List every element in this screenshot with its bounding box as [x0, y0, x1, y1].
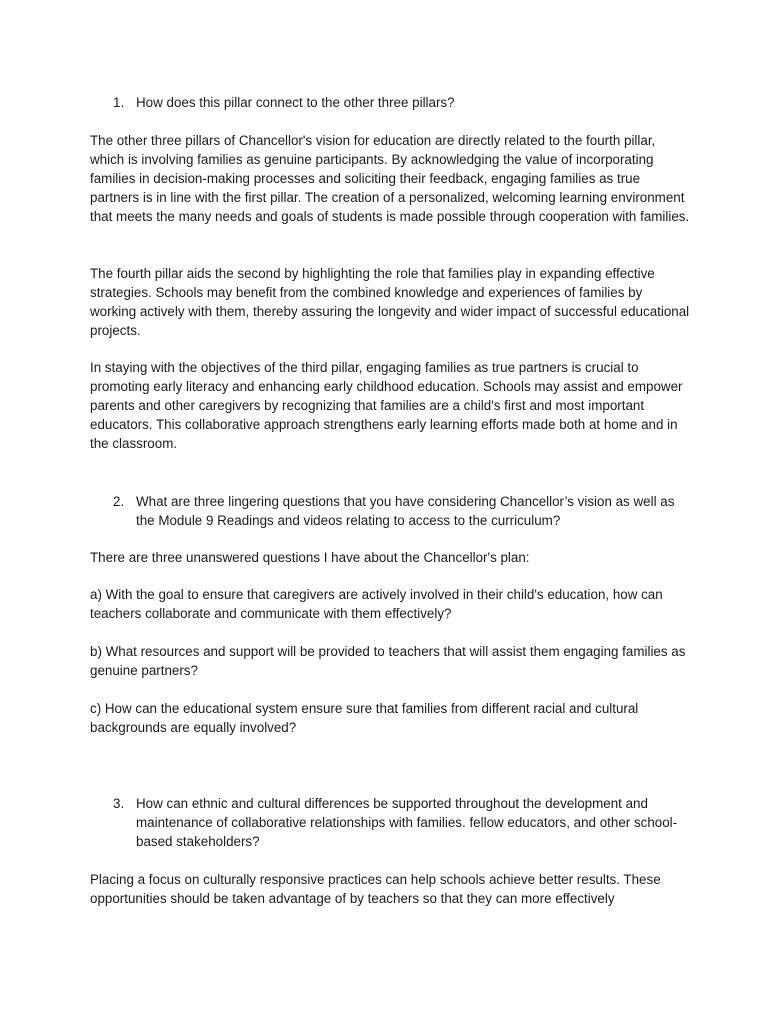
- answer-2-intro: There are three unanswered questions I have about the Chancellor's plan:: [90, 550, 530, 565]
- question-2: [113, 492, 678, 530]
- answer-2-item-a: a) With the goal to ensure that caregivers are actively involved in their child's education, how can teachers collaborate and communicate with them effectively?: [90, 587, 663, 621]
- answer-1-paragraph-2: The fourth pillar aids the second by highlighting the role that families play in expanding effective strategies. Schools may benefit from the combined knowledge and experiences of families by working actively with them, thereby assuring the longevity and wider impact of successful educational projects.: [90, 266, 690, 338]
- answer-2-item-c: c) How can the educational system ensure sure that families from different racial and cultural backgrounds are equally involved?: [90, 701, 639, 735]
- question-1-number: 1.: [113, 95, 125, 110]
- question-3-text: How can ethnic and cultural differences be supported throughout the development and maintenance of collaborative relationships with families. fellow educators, and other school-based stakeholders?: [136, 796, 678, 849]
- answer-2-item-b: b) What resources and support will be provided to teachers that will assist them engaging families as genuine partners?: [90, 644, 686, 678]
- question-3: [113, 794, 678, 851]
- question-2-text: What are three lingering questions that you have considering Chancellor’s vision as well as the Module 9 Readings and videos relating to access to the curriculum?: [136, 494, 675, 528]
- answer-1-paragraph-1: The other three pillars of Chancellor's vision for education are directly related to the fourth pillar, which is involving families as genuine participants. By acknowledging the value of incorporating families in decision-making processes and soliciting their feedback, engaging families as true partners is in line with the first pillar. The creation of a personalized, welcoming learning environment that meets the many needs and goals of students is made possible through cooperation with families.: [90, 133, 690, 224]
- answer-3-paragraph-1: Placing a focus on culturally responsive practices can help schools achieve better results. These opportunities should be taken advantage of by teachers so that they can more effectively: [90, 872, 661, 906]
- question-2-number: 2.: [113, 494, 125, 509]
- question-1: [113, 93, 678, 112]
- answer-1-paragraph-3: In staying with the objectives of the third pillar, engaging families as true partners is crucial to promoting early literacy and enhancing early childhood education. Schools may assist and empower parents and other caregivers by recognizing that families are a child's first and most important educators. This collaborative approach strengthens early learning efforts made both at home and in the classroom.: [90, 360, 683, 451]
- question-1-text: How does this pillar connect to the other three pillars?: [136, 95, 455, 110]
- question-3-number: 3.: [113, 796, 125, 811]
